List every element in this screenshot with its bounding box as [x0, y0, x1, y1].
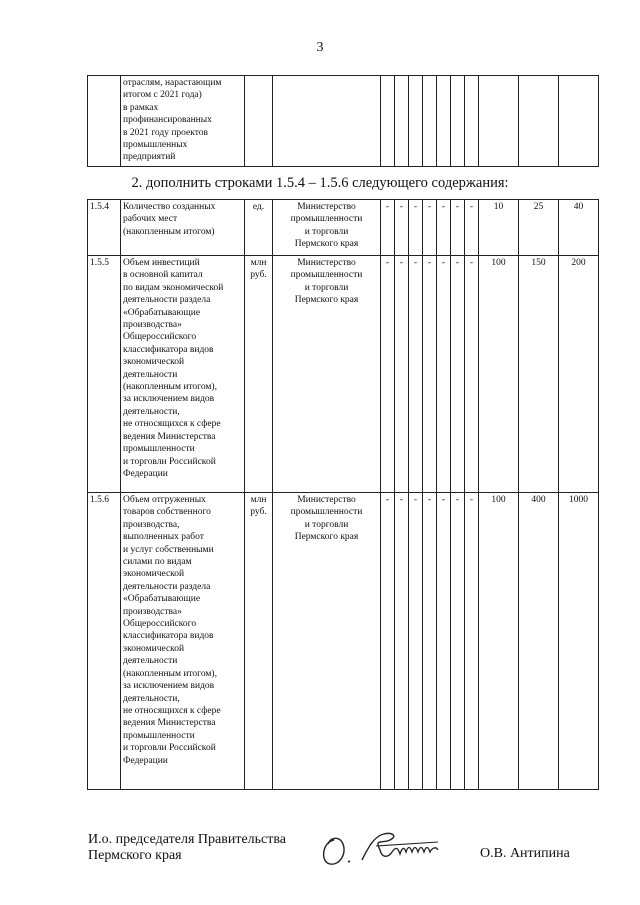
row-code: 1.5.6: [88, 493, 121, 790]
indicator-name: Количество созданных рабочих мест (накопленным итогом): [121, 200, 245, 256]
value-cell: 100: [479, 256, 519, 493]
value-dash: -: [395, 256, 409, 493]
value-dash: -: [465, 200, 479, 256]
value-dash: -: [437, 200, 451, 256]
page-number: 3: [316, 40, 324, 55]
table-row: [88, 200, 599, 256]
value-dash: -: [395, 493, 409, 790]
row-code: 1.5.5: [88, 256, 121, 493]
unit: млн руб.: [245, 256, 273, 493]
unit: ед.: [245, 200, 273, 256]
value-cell: 150: [519, 256, 559, 493]
value-cell: 100: [479, 493, 519, 790]
value-dash: -: [409, 200, 423, 256]
indicator-name: Объем инвестиций в основной капитал по видам экономической деятельности раздела «Обрабатывающие производства» Общероссийского классификатора видов экономической деятельности (накопленным итогом), за исключением видов деятельности, не относящихся к сфере ведения Министерства промышленности и торговли Российской Федерации: [121, 256, 245, 493]
handwritten-signature: [318, 828, 483, 873]
indicator-name: Объем отгруженных товаров собственного производства, выполненных работ и услуг собственными силами по видам экономической деятельности раздела «Обрабатывающие производства» Общероссийского классификатора видов экономической деятельности (накопленным итогом), за исключением видов деятельности, не относящихся к сфере ведения Министерства промышленности и торговли Российской Федерации: [121, 493, 245, 790]
signatory-name: О.В. Антипина: [480, 846, 570, 861]
executor: Министерство промышленности и торговли Пермского края: [273, 256, 381, 493]
value-dash: -: [437, 256, 451, 493]
table-row: [88, 256, 599, 493]
value-cell: 200: [559, 256, 599, 493]
executor: Министерство промышленности и торговли Пермского края: [273, 493, 381, 790]
value-cell: 1000: [559, 493, 599, 790]
indicator-text-continued: отраслям, нарастающим итогом с 2021 года) в рамках профинансированных в 2021 году проектов промышленных предприятий: [121, 76, 245, 167]
value-dash: -: [465, 493, 479, 790]
value-dash: -: [423, 493, 437, 790]
value-dash: -: [437, 493, 451, 790]
value-dash: -: [465, 256, 479, 493]
table-row: [88, 493, 599, 790]
value-dash: -: [381, 493, 395, 790]
continued-table: [87, 75, 599, 167]
signatory-position: И.о. председателя Правительства Пермского края: [88, 832, 287, 863]
value-cell: 40: [559, 200, 599, 256]
value-dash: -: [423, 256, 437, 493]
table-row: [88, 76, 599, 167]
value-dash: -: [381, 256, 395, 493]
section-heading: 2. дополнить строками 1.5.4 – 1.5.6 следующего содержания:: [131, 175, 509, 191]
value-dash: -: [423, 200, 437, 256]
value-dash: -: [451, 200, 465, 256]
unit: млн руб.: [245, 493, 273, 790]
indicators-table: [87, 199, 599, 790]
value-dash: -: [409, 493, 423, 790]
value-dash: -: [381, 200, 395, 256]
value-dash: -: [451, 493, 465, 790]
value-dash: -: [409, 256, 423, 493]
value-dash: -: [451, 256, 465, 493]
row-code: 1.5.4: [88, 200, 121, 256]
value-cell: 25: [519, 200, 559, 256]
value-dash: -: [395, 200, 409, 256]
value-cell: 400: [519, 493, 559, 790]
value-cell: 10: [479, 200, 519, 256]
executor: Министерство промышленности и торговли Пермского края: [273, 200, 381, 256]
